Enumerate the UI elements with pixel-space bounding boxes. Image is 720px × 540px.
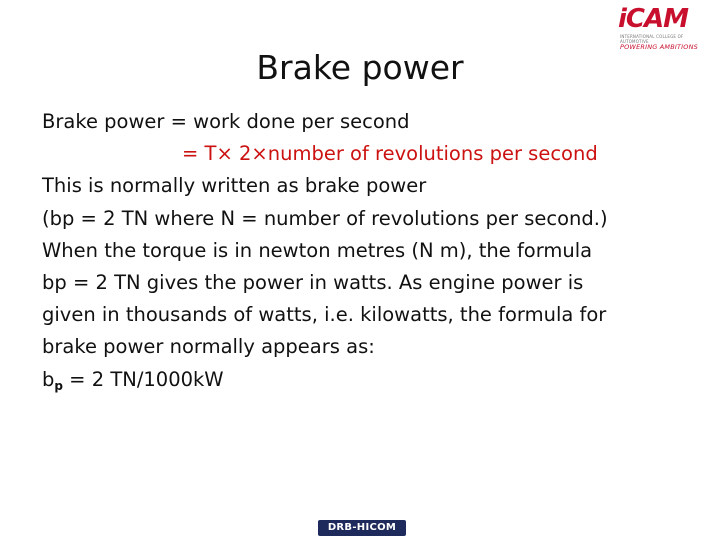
body-line-4: (bp = 2 TN where N = number of revolutions per second.)	[42, 206, 608, 230]
body-line-6: bp = 2 TN gives the power in watts. As engine power is	[42, 270, 584, 294]
body-line-1: Brake power = work done per second	[42, 110, 410, 133]
body-line-9-formula	[42, 364, 702, 396]
body-line-8: brake power normally appears as:	[42, 335, 375, 359]
logo-brand: iCAM	[618, 4, 688, 34]
bp-symbol: b	[42, 367, 55, 391]
body-line-2-formula: = T× 2×number of revolutions per second	[182, 142, 598, 166]
body-line-7: given in thousands of watts, i.e. kilowatts, the formula for	[42, 303, 607, 327]
slide-title: Brake power	[256, 48, 464, 87]
body-line-5: When the torque is in newton metres (N m), the formula	[42, 238, 593, 262]
bp-subscript: p	[54, 378, 63, 393]
logo-subtitle: INTERNATIONAL COLLEGE OF AUTOMOTIVE	[620, 34, 684, 44]
body-line-3: This is normally written as brake power	[42, 174, 427, 198]
slide-body	[42, 106, 702, 396]
logo-tagline: POWERING AMBITIONS	[620, 43, 698, 51]
bp-formula: = 2 TN/1000kW	[62, 367, 224, 391]
drb-hicom-logo: DRB-HICOM	[318, 520, 406, 536]
